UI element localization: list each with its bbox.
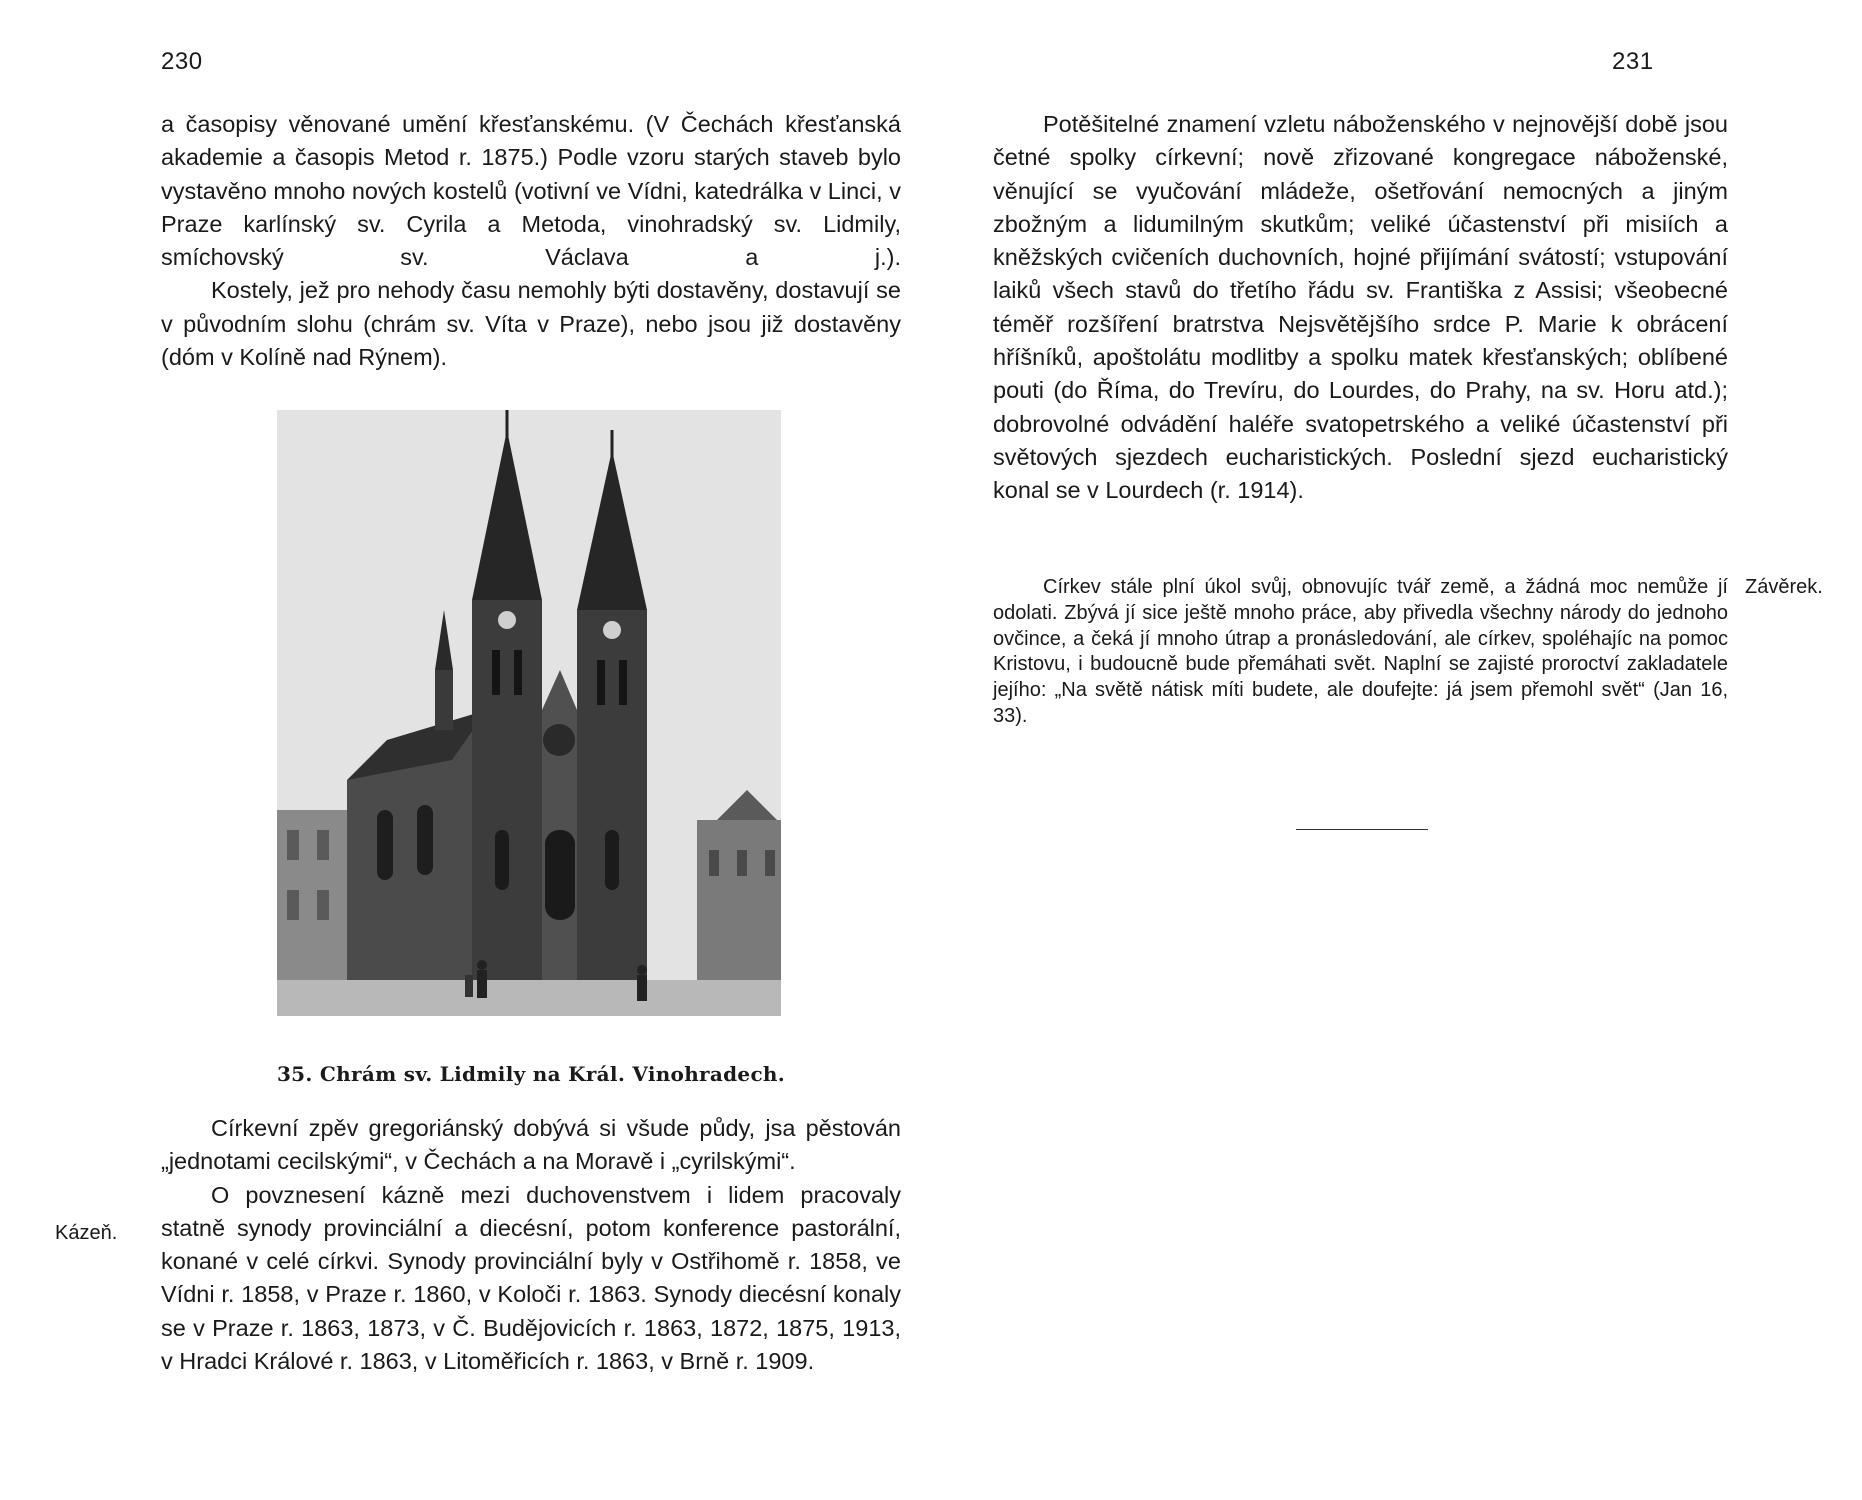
margin-note-kazen: Kázeň. [55, 1222, 118, 1244]
page-number-left: 230 [161, 48, 203, 75]
paragraph: Církevní zpěv gregoriánský dobývá si všude půdy, jsa pěstován „jednotami cecilskými“, v Čechách a na Moravě i „cyrilskými“. [161, 1115, 901, 1175]
right-conclusion-text [993, 575, 1728, 730]
section-divider [1296, 829, 1428, 830]
church-photo [277, 410, 781, 1016]
margin-note-zaverek: Závěrek. [1745, 576, 1823, 598]
right-main-text [993, 108, 1728, 508]
right-page [931, 0, 1862, 1500]
paragraph: O povznesení kázně mezi duchovenstvem i lidem pracovaly statně synody provinciální a diecésní, potom konference pastorální, konané v celé církvi. Synody provinciální byly v Ostřihomě r. 1858, ve Vídni r. 1858, v Praze r. 1860, v Koloči r. 1863. Synody diecésní konaly se v Praze r. 1863, 1873, v Č. Budějovicích r. 1863, 1872, 1875, 1913, v Hradci Králové r. 1863, v Litoměřicích r. 1863, v Brně r. 1909. [161, 1181, 901, 1375]
church-photo-icon [277, 410, 781, 1016]
figure-caption: 35. Chrám sv. Lidmily na Král. Vinohradech. [276, 1062, 786, 1086]
paragraph: a časopisy věnované umění křesťanskému. (V Čechách křesťanská akademie a časopis Metod r. 1875.) Podle vzoru starých staveb bylo vystavěno mnoho nových kostelů (votivní ve Vídni, katedrálka v Linci, v Praze karlínský sv. Cyrila a Metoda, vinohradský sv. Lidmily, smíchovský sv. Václava a j.). [161, 111, 901, 271]
paragraph: Církev stále plní úkol svůj, obnovujíc tvář země, a žádná moc nemůže jí odolati. Zbývá jí sice ještě mnoho práce, aby přivedla všechny národy do jednoho ovčince, a čeká jí mnoho útrap a pronásledování, ale církev, spoléhajíc na pomoc Kristovu, i budoucně bude přemáhati svět. Naplní se zajisté proroctví zakladatele jejího: „Na světě nátisk míti budete, ale doufejte: já jsem přemohl svět“ (Jan 16, 33). [993, 576, 1728, 727]
paragraph: Potěšitelné znamení vzletu náboženského v nejnovější době jsou četné spolky církevní; nově zřizované kongregace náboženské, věnující se vyučování mládeže, ošetřování nemocných a jiným zbožným a lidumilným skutkům; veliké účastenství při misiích a kněžských cvičeních duchovních, hojné přijímání svátostí; vstupování laiků všech stavů do třetího řádu sv. Františka z Assisi; všeobecné téměř rozšíření bratrstva Nejsvětějšího srdce P. Marie k obrácení hříšníků, apoštolátu modlitby a spolku matek křesťanských; oblíbené pouti (do Říma, do Trevíru, do Lourdes, do Prahy, na sv. Horu atd.); dobrovolné odvádění haléře svatopetrského a veliké účastenství při světových sjezdech eucharistických. Poslední sjezd eucharistický konal se v Lourdech (r. 1914). [993, 111, 1728, 504]
paragraph: Kostely, jež pro nehody času nemohly býti dostavěny, dostavují se v původním slohu (chrám sv. Víta v Praze), nebo jsou již dostavěny (dóm v Kolíně nad Rýnem). [161, 277, 901, 371]
page-number-right: 231 [1612, 48, 1654, 75]
left-intro-text [161, 108, 901, 374]
left-lower-text [161, 1112, 901, 1378]
